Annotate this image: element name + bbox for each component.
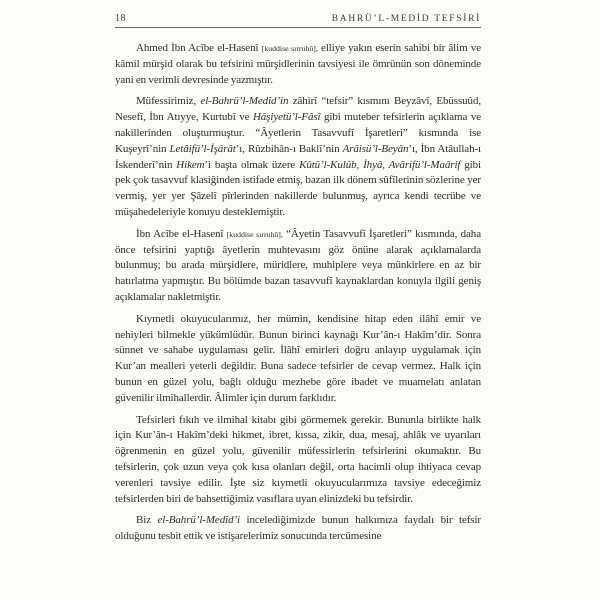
book-title-italic: Hâşiyetü’l-Fâsî [252, 111, 321, 124]
text-segment: zâhirî “tefsir” kısmını Beyzâvî, Ebüssuûd, Nesefî, İbn Atıyye, Kurtubî ve [115, 95, 481, 124]
paragraph [115, 513, 481, 545]
honorific-small: [kuddise sırruhû], [226, 229, 283, 239]
book-title-italic: el-Bahrü’l-Medîd’in [200, 95, 289, 108]
text-segment: Biz [136, 514, 158, 527]
paragraph [115, 227, 481, 306]
text-segment: ’ı, Rûzbihân-ı Baklî’nin [235, 142, 343, 155]
book-title-italic: Letâifü’l-İşârât [169, 142, 236, 155]
text-segment: ’i başta olmak üzere [204, 158, 300, 171]
text-segment: incelediğimizde bunun halkımıza faydalı bir tefsir olduğunu tesbit ettik ve istişarelerimiz sonucunda tercümesine [115, 514, 481, 543]
page-number: 18 [115, 13, 126, 24]
paragraph [115, 413, 481, 508]
text-segment: Ahmed İbn Acîbe el-Hasenî [136, 42, 262, 54]
book-title-italic: Arâisü’l-Beyân [342, 142, 409, 155]
text-segment: gibi pek çok tasavvuf klasiğinden istifade etmiş, bazan ilk dönem sûfîlerinin sözlerine yer vermiş, yer yer Şâzelî pîrlerinden nakillerde bulunmuş, ayrıca kendi tecrübe ve müşahedeleriyle konuyu desteklemiştir. [115, 158, 481, 218]
text-segment: elliye yakın eserin sahibi bir âlim ve kâmil mürşid olarak bu tefsirini mürşidlerinin tavsiyesi ile ömrünün son döneminde yani en verimli devresinde yazmıştır. [115, 42, 481, 86]
text-segment: Kıymetli okuyucularımız, her mümin, kendisine hitap eden ilâhî emir ve nehiyleri bilmekle yükümlüdür. Bunun birinci kaynağı Kur’ân-ı Hakîm’dir. Sonra sünnet ve sahabe uygulaması gelir. İlâhî emirleri doğru anlayıp uygulamak için Kur’an mealleri yeterli değildir. Buna sadece tefsirler de cevap vermez. Halk için bunun en güzel yolu, bağlı olduğu mezhebe göre ibadet ve muamelatı anlatan güvenilir ilmihallerdir. Âlimler için durum farklıdır. [115, 312, 481, 404]
book-title-italic: Hikem [176, 158, 205, 171]
honorific-small: [kuddise sırruhû], [261, 44, 318, 53]
paragraph [115, 94, 481, 220]
paragraph [115, 312, 481, 407]
text-segment: “Âyetin Tasavvufî İşaretleri” kısmında, daha önce tefsirini yaptığı âyetlerin muhtevasını göz önüne alarak açıklamalarda bulunmuş; bu arada mürşidlere, müridlere, muhiplere veya münkirlere en az bir hatırlatma yapmıştır. Bu bölümde bazan tasavvufî kaynaklardan konuyla ilgili geniş açıklamalar nakletmiştir. [115, 227, 481, 303]
page-body [115, 41, 481, 545]
running-title: BAHRÜ’L-MEDİD TEFSİRİ [331, 14, 481, 24]
text-segment: ’ı, İbn Atâullah-ı İskenderî’nin [115, 142, 482, 171]
page-header [115, 13, 481, 28]
text-column [115, 13, 481, 551]
paragraph [115, 41, 481, 88]
text-segment: İbn Acîbe el-Hasenî [136, 227, 227, 240]
book-title-italic: Kûtü’l-Kulûb, İhyâ, Avârifü’l-Maârif [299, 158, 461, 171]
text-segment: Tefsirleri fıkıh ve ilmihal kitabı gibi görmemek gerekir. Bununla birlikte halk için Kur’ân-ı Hakîm’deki hikmet, ibret, kıssa, zikir, dua, mesaj, ahlâk ve uyarıları öğrenmenin en güzel yolu, güvenilir müfessirlerin tefsirlerini okumaktır. Bu tefsirlerin, çok uzun veya çok kısa olanları değil, orta hacimli olup ihtiyaca cevap verenleri tavsiye edilir. İşte siz kıymetli okuyucularımıza tavsiye edeceğimiz tefsirlerden biri de bahsettiğimiz vasıflara uyan elinizdeki bu tefsirdir. [115, 413, 481, 505]
text-segment: gibi muteber tefsirlerin açıklama ve nakillerinden oluşturmuştur. “Âyetlerin Tasavvufî İşaretleri” kısmında ise Kuşeyrî’nin [115, 111, 481, 155]
text-segment: Müfessirimiz, [136, 95, 201, 108]
book-title-italic: el-Bahrü’l-Medîd’i [157, 514, 240, 527]
